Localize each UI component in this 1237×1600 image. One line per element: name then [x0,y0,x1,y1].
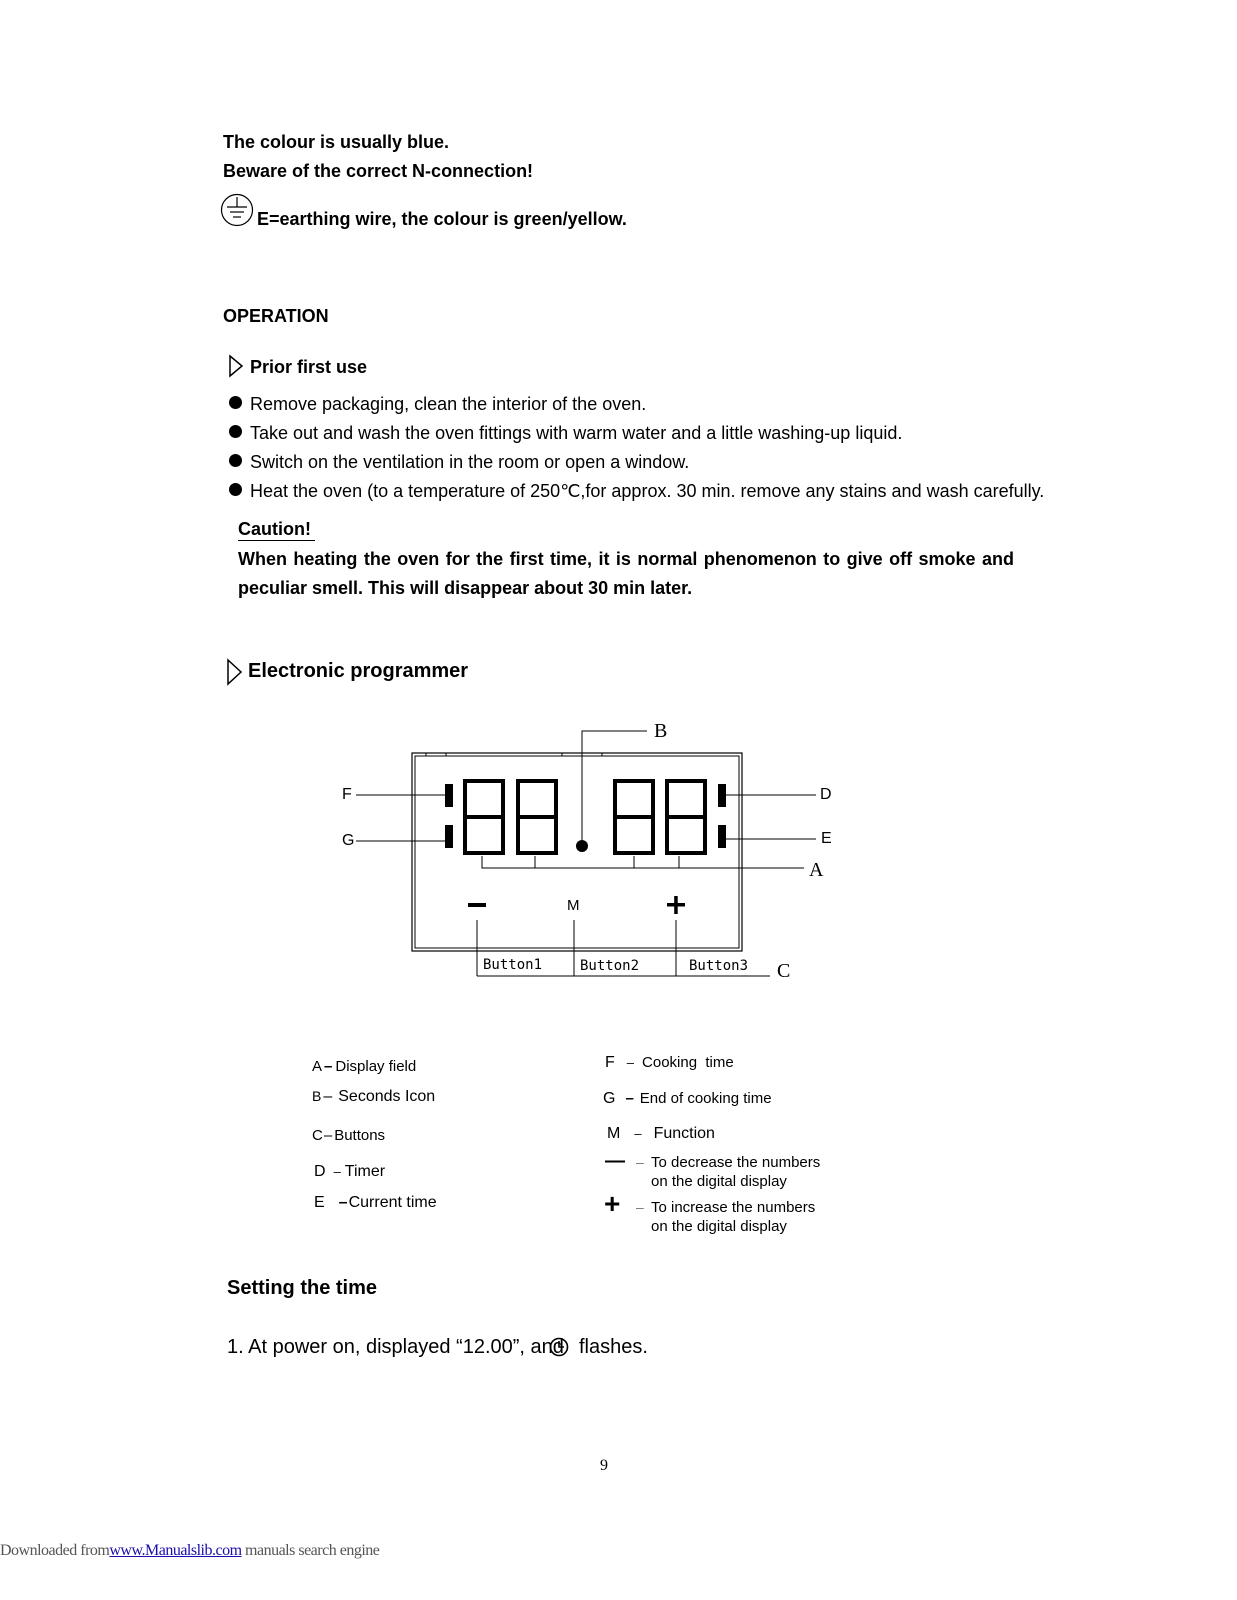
legend-item-increase [604,1189,626,1219]
legend-item-m: M – Function [607,1125,715,1142]
legend-increase-text-2: on the digital display [651,1218,787,1235]
bullet-dot-icon [229,483,242,496]
diagram-label-c: C [777,960,791,982]
digit-2 [518,781,556,853]
caution-text: When heating the oven for the first time, it is normal phenomenon to give off smoke and peculiar smell. This will disappear about 30 min later. [238,549,1014,598]
page-number: 9 [600,1457,608,1474]
digit-1 [465,781,503,853]
triangle-bullet-icon [226,658,244,686]
list-item: Remove packaging, clean the interior of the oven. [229,394,646,415]
minus-icon: — [605,1150,625,1172]
legend-decrease-text-2: on the digital display [651,1173,787,1190]
legend-increase-text-1: To increase the numbers [651,1199,816,1216]
operation-heading: OPERATION [223,306,329,326]
wiring-line-1: The colour is usually blue. [223,132,450,152]
clock-icon [548,1336,570,1358]
earth-wire-text: E=earthing wire, the colour is green/yellow. [257,209,627,229]
bullet-dot-icon [229,454,242,467]
indicator-g [445,825,453,848]
legend-increase-sep: – [636,1199,644,1215]
list-item: Switch on the ventilation in the room or open a window. [229,452,689,473]
indicator-d [718,784,726,807]
triangle-bullet-icon [228,354,244,378]
list-item: Heat the oven (to a temperature of 250℃,for approx. 30 min. remove any stains and wash carefully. [229,481,1044,502]
plus-symbol-v [674,896,678,914]
digit-4 [667,781,705,853]
setting-time-step1: 1. At power on, displayed “12.00”, and [227,1336,564,1358]
setting-time-title: Setting the time [227,1277,378,1299]
setting-time-step1-end: flashes. [579,1336,648,1358]
legend-item-f: F – Cooking time [605,1054,734,1071]
diagram-label-f: F [342,786,352,803]
indicator-f [445,784,453,807]
diagram-label-a: A [809,859,824,881]
bullet-dot-icon [229,425,242,438]
programmer-diagram [330,715,850,990]
electronic-programmer-title: Electronic programmer [248,660,469,682]
legend-item-e: E –Current time [314,1194,437,1211]
diagram-label-e: E [821,830,832,847]
manualslib-link[interactable]: www.Manualslib.com [109,1542,242,1559]
digit-3 [615,781,653,853]
diagram-label-m: M [567,897,580,914]
legend-decrease-sep: – [636,1154,644,1170]
diagram-label-d: D [820,786,832,803]
earth-symbol-icon [220,193,256,227]
wiring-line-2: Beware of the correct N-connection! [223,161,534,181]
bullet-dot-icon [229,396,242,409]
minus-symbol [468,903,486,907]
diagram-button2-label: Button2 [580,958,640,974]
indicator-e [718,825,726,848]
download-footer: Downloaded fromwww.Manualslib.com manuals search engine [0,1542,380,1559]
legend-item-c: C– Buttons [312,1127,386,1144]
list-item: Take out and wash the oven fittings with warm water and a little washing-up liquid. [229,423,902,444]
diagram-label-b: B [654,720,668,742]
legend-item-decrease [605,1150,625,1173]
caution-title: Caution! [238,519,315,541]
legend-decrease-text-1: To decrease the numbers [651,1154,821,1171]
diagram-button1-label: Button1 [483,957,543,973]
plus-icon: + [604,1188,621,1219]
diagram-button3-label: Button3 [689,958,749,974]
legend-item-a: A – Display field [312,1058,417,1075]
diagram-label-g: G [342,832,355,849]
seconds-dot [576,840,588,852]
legend-item-b: B – Seconds Icon [312,1088,436,1105]
legend-item-g: G – End of cooking time [603,1090,772,1107]
legend-item-d: D – Timer [314,1163,386,1180]
prior-first-use-title: Prior first use [250,357,368,377]
